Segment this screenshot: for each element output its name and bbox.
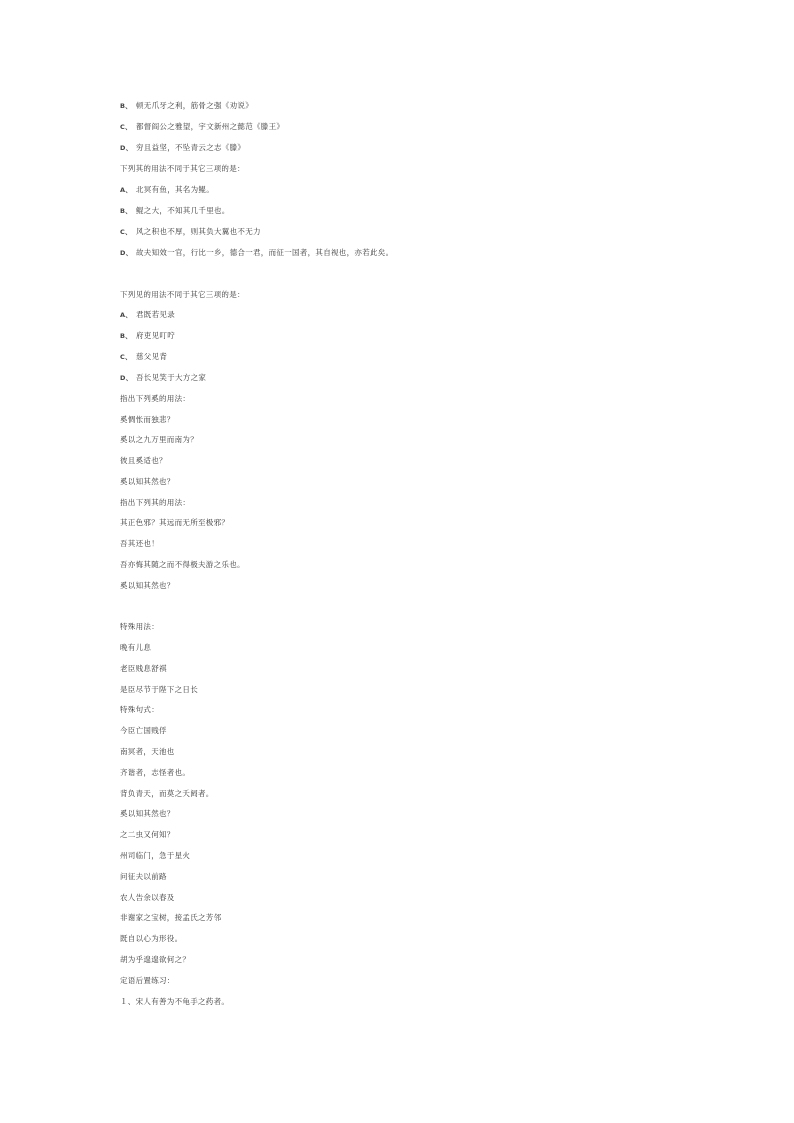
line-text: 奚以之九万里而南为？ [120, 435, 198, 444]
option-line [120, 352, 167, 362]
option-letter: B、 [120, 102, 133, 110]
line-text: 奚以知其然也？ [120, 581, 175, 590]
text-line [120, 435, 198, 445]
option-letter: B、 [120, 332, 133, 340]
line-text: 吾亦悔其随之而不得极夫游之乐也。 [120, 560, 245, 569]
text-line [120, 851, 190, 861]
option-text: 北冥有鱼，其名为鲲。 [136, 185, 214, 194]
line-text: 其正色邪？其远而无所至极邪？ [120, 518, 230, 527]
text-line [120, 997, 229, 1007]
text-line [120, 664, 167, 674]
option-text: 风之积也不厚，则其负大翼也不无力 [136, 227, 261, 236]
text-line [120, 477, 175, 487]
text-line [120, 560, 245, 570]
option-letter: D、 [120, 249, 133, 257]
text-line [120, 830, 175, 840]
line-text: 农人告余以春及 [120, 893, 175, 902]
line-text: 之二虫又何知？ [120, 830, 175, 839]
line-text: 奚以知其然也？ [120, 477, 175, 486]
option-line [120, 373, 206, 383]
text-line [120, 893, 175, 903]
line-text: 奚惆怅而独悲？ [120, 415, 175, 424]
question-line [120, 164, 245, 174]
text-line [120, 643, 151, 653]
text-line [120, 581, 175, 591]
text-line [120, 872, 167, 882]
option-line [120, 248, 393, 258]
line-text: 州司临门，急于星火 [120, 851, 191, 860]
option-line [120, 101, 253, 111]
text-line [120, 955, 190, 965]
question-text: 下列见的用法不同于其它三项的是： [120, 290, 245, 299]
line-text: 定语后置练习： [120, 976, 175, 985]
text-line [120, 934, 182, 944]
line-text: １、宋人有善为不龟手之药者。 [120, 997, 230, 1006]
line-text: 非谢家之宝树，接孟氏之芳邻 [120, 913, 222, 922]
option-line [120, 310, 175, 320]
text-line [120, 976, 175, 986]
option-letter: A、 [120, 186, 133, 194]
line-text: 指出下列奚的用法： [120, 394, 191, 403]
line-text: 今臣亡国贱俘 [120, 726, 167, 735]
text-line [120, 498, 190, 508]
option-letter: B、 [120, 207, 133, 215]
option-text: 鲲之大，不知其几千里也。 [136, 206, 230, 215]
option-line [120, 122, 284, 132]
text-line [120, 394, 190, 404]
line-text: 问征夫以前路 [120, 872, 167, 881]
text-line [120, 518, 229, 528]
text-line [120, 705, 159, 715]
text-line [120, 622, 159, 632]
question-line [120, 290, 245, 300]
option-line [120, 143, 245, 153]
option-text: 顿无爪牙之利，筋骨之强《劝说》 [136, 101, 253, 110]
line-text: 特殊句式： [120, 705, 159, 714]
option-text: 府吏见叮咛 [136, 331, 175, 340]
option-line [120, 206, 230, 216]
option-letter: C、 [120, 228, 132, 236]
line-text: 老臣贱息舒祺 [120, 664, 167, 673]
text-line [120, 415, 175, 425]
question-text: 下列其的用法不同于其它三项的是： [120, 164, 245, 173]
line-text: 胡为乎遑遑欲何之？ [120, 955, 191, 964]
line-text: 齐谐者，志怪者也。 [120, 768, 191, 777]
text-line [120, 726, 167, 736]
line-text: 奚以知其然也？ [120, 809, 175, 818]
text-line [120, 789, 214, 799]
option-text: 故夫知效一官，行比一乡，德合一君，而征一国者，其自视也，亦若此矣。 [136, 248, 394, 257]
line-text: 吾其还也！ [120, 539, 159, 548]
option-text: 君既若见录 [136, 310, 175, 319]
text-line [120, 768, 190, 778]
option-line [120, 185, 214, 195]
option-line [120, 331, 175, 341]
line-text: 彼且奚适也？ [120, 456, 167, 465]
text-line [120, 809, 175, 819]
line-text: 背负青天，而莫之夭阏者。 [120, 789, 214, 798]
text-line [120, 539, 159, 549]
line-text: 晚有儿息 [120, 643, 152, 652]
option-letter: D、 [120, 374, 133, 382]
option-text: 穷且益坚，不坠青云之志《滕》 [136, 143, 246, 152]
option-text: 都督阎公之雅望，宇文新州之懿范《滕王》 [136, 122, 285, 131]
option-letter: C、 [120, 123, 132, 131]
text-line [120, 685, 198, 695]
line-text: 是臣尽节于陛下之日长 [120, 685, 198, 694]
line-text: 特殊用法： [120, 622, 159, 631]
text-line [120, 747, 175, 757]
text-line [120, 456, 167, 466]
line-text: 既自以心为形役。 [120, 934, 183, 943]
text-line [120, 913, 221, 923]
line-text: 南冥者，天池也 [120, 747, 175, 756]
option-text: 慈父见背 [136, 352, 168, 361]
option-letter: C、 [120, 353, 132, 361]
option-letter: D、 [120, 144, 133, 152]
option-line [120, 227, 261, 237]
option-letter: A、 [120, 311, 133, 319]
option-text: 吾长见笑于大方之家 [136, 373, 207, 382]
line-text: 指出下列其的用法： [120, 498, 191, 507]
